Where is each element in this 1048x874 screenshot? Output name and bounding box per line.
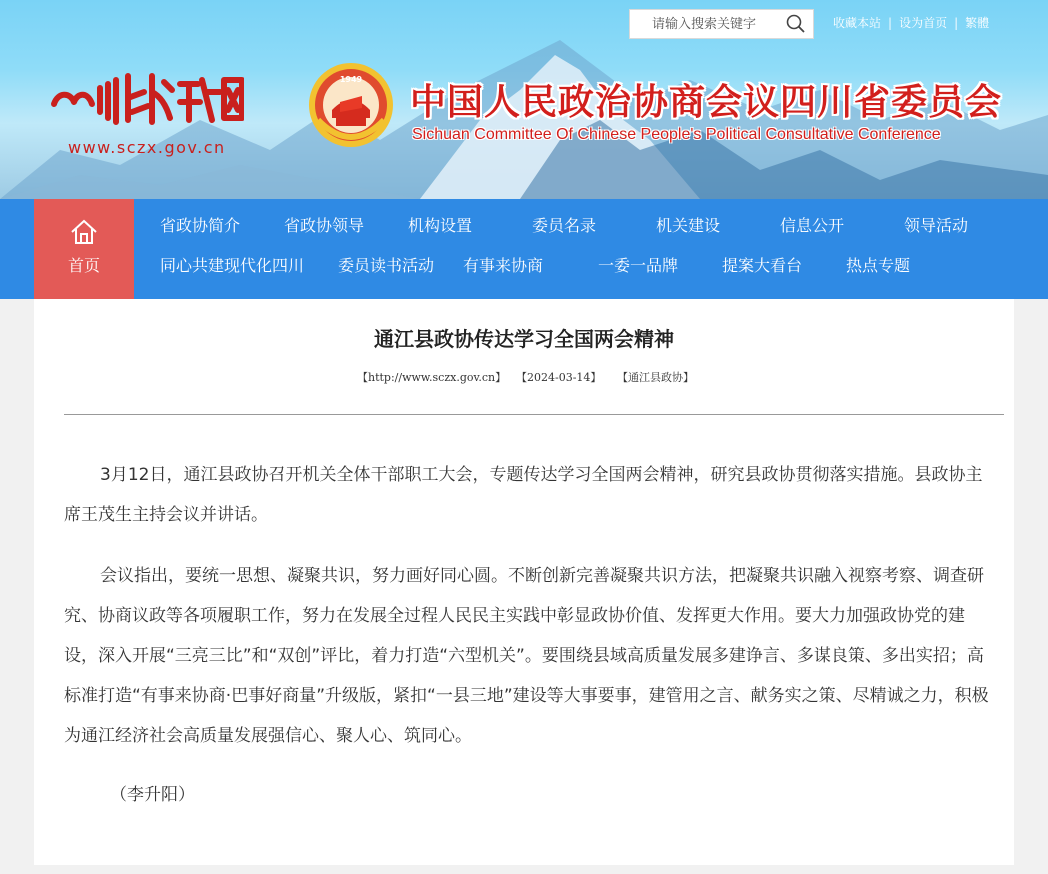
nav-agency-building[interactable]: 机关建设	[656, 216, 721, 235]
article-container	[34, 299, 1014, 865]
emblem-year: 1949	[339, 75, 363, 84]
divider	[64, 414, 1004, 415]
article-source: 【通江县政协】	[617, 371, 694, 384]
separator: |	[954, 16, 959, 30]
site-logo[interactable]	[48, 62, 244, 128]
set-homepage-link[interactable]: 设为首页	[899, 16, 948, 30]
nav-member-reading[interactable]: 委员读书活动	[338, 256, 435, 275]
nav-one-brand[interactable]: 一委一品牌	[598, 256, 679, 275]
site-header	[0, 0, 1048, 199]
main-nav	[0, 199, 1048, 299]
search-input[interactable]	[630, 10, 780, 38]
nav-consultation[interactable]: 有事来协商	[463, 256, 544, 275]
nav-organization[interactable]: 机构设置	[408, 216, 473, 235]
nav-info-disclosure[interactable]: 信息公开	[780, 216, 845, 235]
site-title-cn: 中国人民政治协商会议四川省委员会	[410, 81, 1003, 123]
traditional-chinese-link[interactable]: 繁體	[965, 16, 990, 30]
nav-modern-sichuan[interactable]: 同心共建现代化四川	[160, 256, 305, 275]
nav-cppcc-leaders[interactable]: 省政协领导	[284, 216, 365, 235]
article-paragraph: 3月12日，通江县政协召开机关全体干部职工大会，专题传达学习全国两会精神，研究县政协贯彻落实措施。县政协主席王茂生主持会议并讲话。	[64, 465, 983, 525]
site-url: www.sczx.gov.cn	[68, 138, 226, 157]
nav-leader-activities[interactable]: 领导活动	[904, 216, 969, 235]
article-title: 通江县政协传达学习全国两会精神	[374, 327, 674, 351]
cppcc-emblem-icon	[308, 62, 394, 148]
nav-home[interactable]	[34, 199, 134, 299]
article-paragraph: 会议指出，要统一思想、凝聚共识，努力画好同心圆。不断创新完善凝聚共识方法，把凝聚共识融入视察考察、调查研究、协商议政等各项履职工作，努力在发展全过程人民民主实践中彰显政协价值、发挥更大作用。要大力加强政协党的建设，深入开展“三亮三比”和“双创”评比，着力打造“六型机关”。要围绕县域高质量发展多建诤言、多谋良策、多出实招；高标准打造“有事来协商·巴事好商量”升级版，紧扣“一县三地”建设等大事要事，建管用之言、献务实之策、尽精诚之力，积极为通江经济社会高质量发展强信心、聚人心、筑同心。	[64, 566, 989, 746]
home-icon	[70, 219, 98, 245]
nav-proposals[interactable]: 提案大看台	[722, 256, 803, 275]
article-author: （李升阳）	[110, 785, 195, 805]
nav-cppcc-intro[interactable]: 省政协简介	[160, 216, 241, 235]
top-links	[833, 14, 989, 34]
article-source-url: 【http://www.sczx.gov.cn】	[357, 371, 507, 384]
article-date: 【2024-03-14】	[516, 371, 602, 384]
search-box	[629, 9, 814, 39]
nav-home-label: 首页	[67, 256, 100, 275]
search-icon[interactable]	[784, 13, 808, 35]
nav-hot-topics[interactable]: 热点专题	[846, 256, 911, 275]
nav-member-list[interactable]: 委员名录	[532, 216, 597, 235]
site-title-en: Sichuan Committee Of Chinese People's Political Consultative Conference	[412, 126, 941, 143]
bookmark-link[interactable]: 收藏本站	[833, 16, 882, 30]
separator: |	[888, 16, 893, 30]
